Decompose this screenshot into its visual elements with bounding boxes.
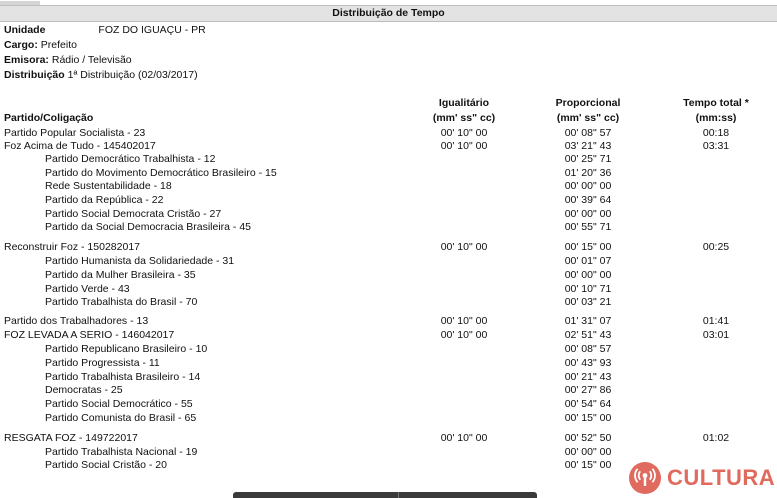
tempo-total: 01:41 — [702, 315, 730, 327]
proporcional-time: 01' 20" 36 — [564, 167, 612, 179]
tempo-total: 01:02 — [702, 432, 730, 444]
party-name: Partido Republicano Brasileiro - 10 — [45, 343, 208, 355]
proporcional-time: 00' 52" 50 — [564, 432, 612, 444]
distribuicao-label: Distribuição — [4, 69, 65, 81]
table-row — [0, 194, 777, 208]
proporcional-time: 00' 03" 21 — [564, 296, 612, 308]
party-name: Rede Sustentabilidade - 18 — [45, 180, 172, 192]
proporcional-time: 00' 08" 57 — [564, 343, 612, 355]
party-name: Partido Trabalhista do Brasil - 70 — [45, 296, 198, 308]
proporcional-time: 00' 15" 00 — [564, 412, 612, 424]
table-row — [0, 384, 777, 398]
proporcional-time: 00' 08" 57 — [564, 127, 612, 139]
table-row — [0, 296, 777, 310]
cargo-label: Cargo: — [4, 39, 38, 51]
party-name: Partido Social Cristão - 20 — [45, 459, 167, 471]
header-tempo-total — [663, 97, 769, 125]
party-name: Partido Social Democrata Cristão - 27 — [45, 208, 222, 220]
proporcional-time: 00' 01" 07 — [564, 255, 612, 267]
header-igualitario — [411, 97, 517, 125]
info-emissora — [4, 54, 132, 67]
proporcional-time: 00' 27" 86 — [564, 384, 612, 396]
document-title-bar — [0, 5, 777, 22]
header-proporcional-unit: (mm' ss" cc) — [556, 112, 620, 124]
bottom-toolbar-edge — [233, 492, 537, 498]
table-row — [0, 180, 777, 194]
cultura-watermark — [629, 460, 775, 496]
party-name: Partido Trabalhista Nacional - 19 — [45, 446, 198, 458]
table-row — [0, 208, 777, 222]
party-name: Partido da Mulher Brasileira - 35 — [45, 269, 196, 281]
table-row — [0, 127, 777, 141]
proporcional-time: 00' 15" 00 — [564, 241, 612, 253]
party-name: Partido Social Democrático - 55 — [45, 398, 193, 410]
header-tempo-total-title: Tempo total * — [683, 97, 749, 109]
party-name: Democratas - 25 — [45, 384, 123, 396]
party-name: FOZ LEVADA A SERIO - 146042017 — [4, 329, 175, 341]
emissora-value: Rádio / Televisão — [51, 54, 132, 66]
table-row — [0, 357, 777, 371]
emissora-label: Emisora: — [4, 54, 49, 66]
header-igualitario-title: Igualitário — [438, 97, 490, 109]
proporcional-time: 00' 25" 71 — [564, 153, 612, 165]
distribuicao-value: 1ª Distribuição (02/03/2017) — [67, 69, 198, 81]
proporcional-time: 02' 51" 43 — [564, 329, 612, 341]
watermark-text: CULTURA — [667, 465, 776, 490]
party-name: Partido Trabalhista Brasileiro - 14 — [45, 371, 201, 383]
proporcional-time: 00' 15" 00 — [564, 459, 612, 471]
broadcast-icon — [629, 462, 661, 494]
proporcional-time: 00' 54" 64 — [564, 398, 612, 410]
igualitario-time: 00' 10" 00 — [440, 329, 488, 341]
igualitario-time: 00' 10" 00 — [440, 140, 488, 152]
title-bar-notch — [0, 1, 40, 5]
table-row — [0, 329, 777, 343]
info-distribuicao — [4, 69, 198, 82]
header-partido: Partido/Coligação — [4, 112, 94, 124]
info-unidade — [4, 24, 206, 37]
party-name: Partido dos Trabalhadores - 13 — [4, 315, 149, 327]
party-name: Foz Acima de Tudo - 145402017 — [4, 140, 156, 152]
table-row — [0, 241, 777, 255]
proporcional-time: 00' 21" 43 — [564, 371, 612, 383]
table-row — [0, 371, 777, 385]
tempo-total: 00:18 — [702, 127, 730, 139]
proporcional-time: 01' 31" 07 — [564, 315, 612, 327]
proporcional-time: 00' 10" 71 — [564, 283, 612, 295]
proporcional-time: 00' 00" 00 — [564, 180, 612, 192]
party-name: Partido da República - 22 — [45, 194, 164, 206]
proporcional-time: 00' 00" 00 — [564, 208, 612, 220]
igualitario-time: 00' 10" 00 — [440, 432, 488, 444]
proporcional-time: 00' 00" 00 — [564, 446, 612, 458]
document-title: Distribuição de Tempo — [332, 7, 445, 19]
party-name: Partido Democrático Trabalhista - 12 — [45, 153, 216, 165]
table-row — [0, 446, 777, 460]
party-name: Reconstruir Foz - 150282017 — [4, 241, 140, 253]
info-cargo — [4, 39, 77, 52]
igualitario-time: 00' 10" 00 — [440, 127, 488, 139]
table-row — [0, 167, 777, 181]
proporcional-time: 03' 21" 43 — [564, 140, 612, 152]
party-name: Partido do Movimento Democrático Brasileiro - 15 — [45, 167, 277, 179]
table-row — [0, 343, 777, 357]
tempo-total: 03:01 — [702, 329, 730, 341]
table-row — [0, 153, 777, 167]
header-tempo-total-unit: (mm:ss) — [695, 112, 737, 124]
igualitario-time: 00' 10" 00 — [440, 315, 488, 327]
party-name: Partido Comunista do Brasil - 65 — [45, 412, 197, 424]
table-row — [0, 315, 777, 329]
header-proporcional-title: Proporcional — [555, 97, 621, 109]
proporcional-time: 00' 55" 71 — [564, 221, 612, 233]
header-igualitario-unit: (mm' ss" cc) — [432, 112, 496, 124]
table-row — [0, 140, 777, 154]
party-name: Partido da Social Democracia Brasileira - 45 — [45, 221, 252, 233]
table-row — [0, 398, 777, 412]
unidade-label: Unidade — [4, 24, 46, 36]
table-row — [0, 269, 777, 283]
table-row — [0, 221, 777, 235]
table-row — [0, 255, 777, 269]
header-proporcional — [535, 97, 641, 125]
party-name: Partido Verde - 43 — [45, 283, 130, 295]
tempo-total: 00:25 — [702, 241, 730, 253]
table-row — [0, 283, 777, 297]
table-row — [0, 432, 777, 446]
party-name: Partido Humanista da Solidariedade - 31 — [45, 255, 235, 267]
cargo-value: Prefeito — [40, 39, 77, 51]
party-name: Partido Progressista - 11 — [45, 357, 160, 369]
table-row — [0, 412, 777, 426]
tempo-total: 03:31 — [702, 140, 730, 152]
proporcional-time: 00' 39" 64 — [564, 194, 612, 206]
igualitario-time: 00' 10" 00 — [440, 241, 488, 253]
proporcional-time: 00' 43" 93 — [564, 357, 612, 369]
party-name: RESGATA FOZ - 149722017 — [4, 432, 138, 444]
proporcional-time: 00' 00" 00 — [564, 269, 612, 281]
unidade-value: FOZ DO IGUAÇU - PR — [98, 24, 206, 36]
party-name: Partido Popular Socialista - 23 — [4, 127, 146, 139]
